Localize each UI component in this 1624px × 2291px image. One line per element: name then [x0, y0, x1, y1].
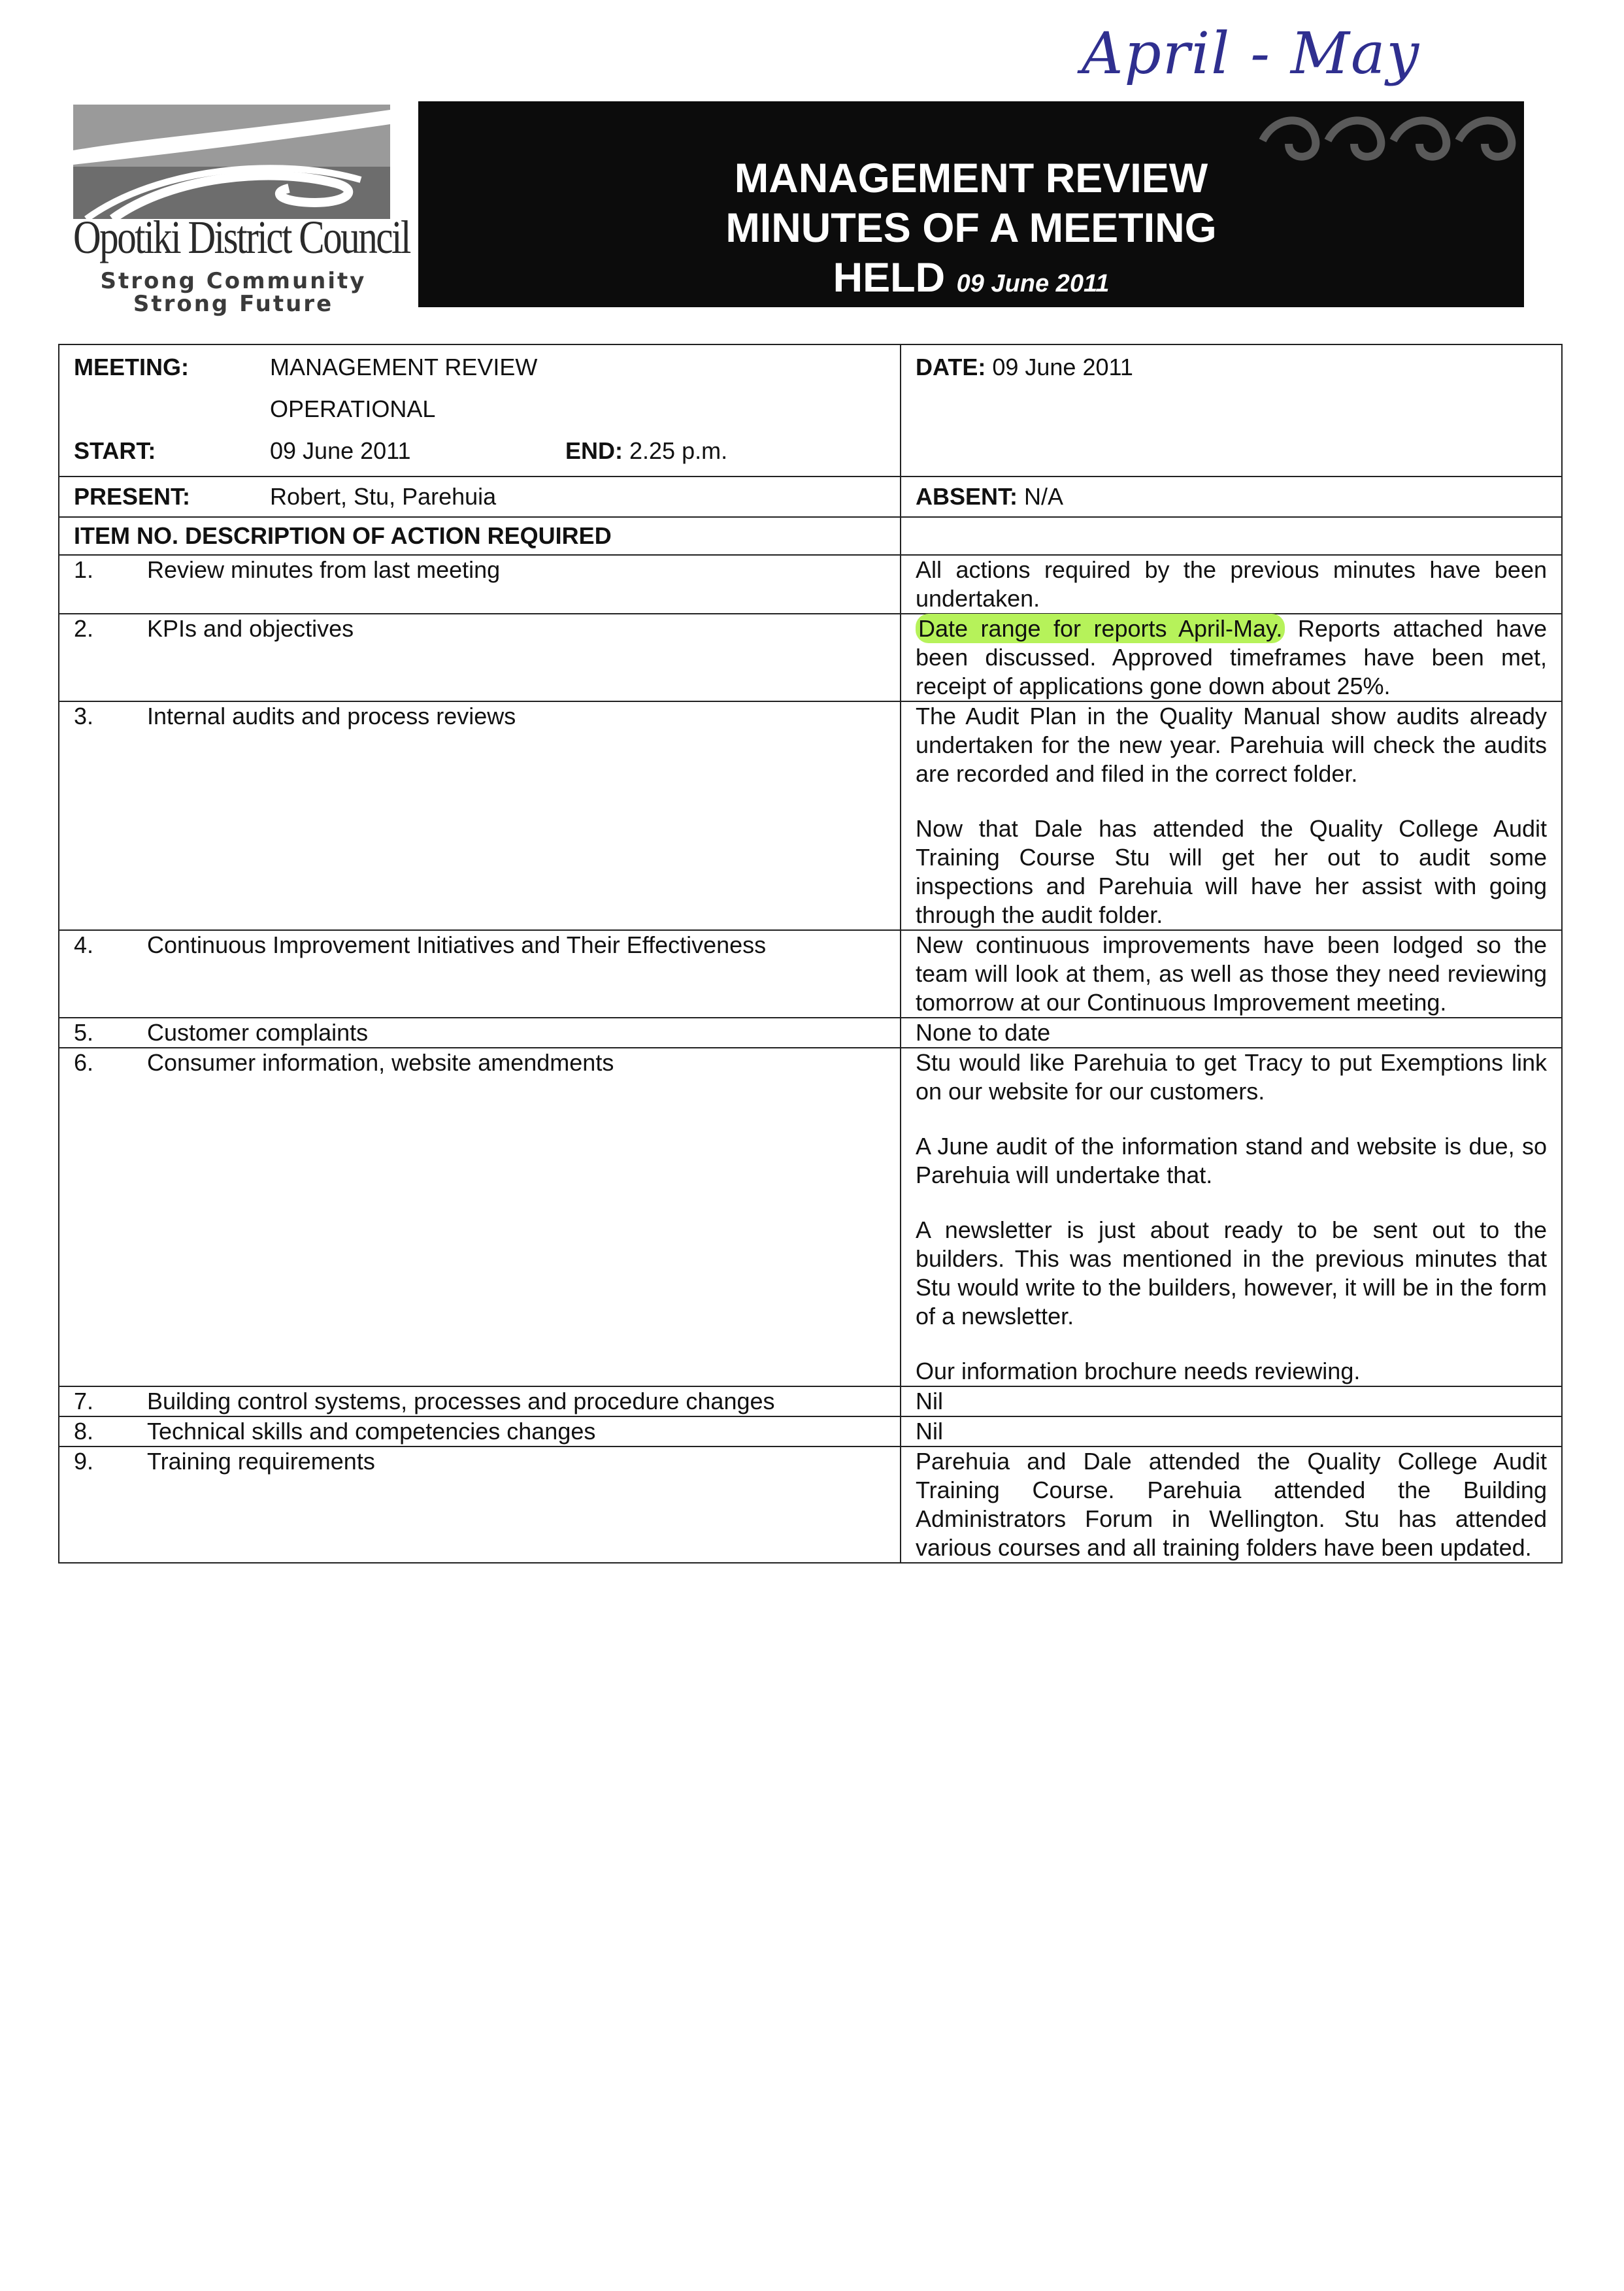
item-row-4 [59, 930, 1562, 1018]
present-value: Robert, Stu, Parehuia [270, 483, 497, 510]
item-response-cell [901, 555, 1562, 614]
item-description: Customer complaints [147, 1019, 369, 1046]
item-response-paragraph [916, 614, 1547, 701]
absent-value: N/A [1024, 483, 1064, 510]
end-field [565, 437, 727, 465]
meeting-details-row [59, 344, 1562, 477]
item-number: 1. [74, 556, 94, 583]
logo-name: Opotiki District Council [73, 211, 410, 263]
highlighted-text: Date range for reports April-May. [916, 614, 1285, 643]
item-response-cell [901, 1386, 1562, 1416]
item-number: 7. [74, 1388, 94, 1414]
item-response-paragraph: A June audit of the information stand and website is due, so Parehuia will undertake that. [916, 1133, 1547, 1188]
item-description-cell [59, 614, 901, 701]
absent-cell [901, 477, 1562, 517]
item-row-8 [59, 1416, 1562, 1447]
item-number: 5. [74, 1019, 94, 1046]
start-value: 09 June 2011 [270, 437, 411, 464]
item-description-cell [59, 555, 901, 614]
item-description: Technical skills and competencies changes [147, 1418, 596, 1445]
title-banner [418, 101, 1524, 307]
item-response-cell [901, 930, 1562, 1018]
item-description-cell [59, 1048, 901, 1386]
item-response-paragraph: Parehuia and Dale attended the Quality College Audit Training Course. Parehuia attended the Building Administrators Forum in Wellington. Stu has attended various courses and all training folders have been updated. [916, 1448, 1547, 1561]
logo-tagline-1: Strong Community [100, 268, 367, 294]
item-response-paragraph: Nil [916, 1388, 943, 1414]
item-description-cell [59, 930, 901, 1018]
item-description: Training requirements [147, 1448, 375, 1475]
item-response-cell [901, 701, 1562, 930]
meeting-label: MEETING: [74, 354, 189, 380]
item-description: Internal audits and process reviews [147, 703, 516, 729]
present-label: PRESENT: [74, 483, 191, 510]
item-row-3 [59, 701, 1562, 930]
item-description: Review minutes from last meeting [147, 556, 501, 583]
item-response-paragraph: None to date [916, 1019, 1051, 1046]
item-row-5 [59, 1018, 1562, 1048]
item-description-cell [59, 1018, 901, 1048]
banner-title-line-1: MANAGEMENT REVIEW [734, 156, 1208, 201]
attendance-row [59, 477, 1562, 517]
banner-title-line-2: MINUTES OF A MEETING [725, 205, 1217, 251]
item-description: KPIs and objectives [147, 615, 354, 642]
item-response-cell [901, 614, 1562, 701]
item-response-paragraph: Our information brochure needs reviewing. [916, 1358, 1361, 1384]
banner-date: 09 June 2011 [956, 270, 1110, 297]
logo-tagline-2: Strong Future [133, 291, 334, 317]
item-number: 2. [74, 615, 94, 642]
handwritten-note: April - May [1082, 20, 1421, 87]
items-heading-blank [901, 517, 1562, 555]
item-description-cell [59, 1416, 901, 1447]
item-response-paragraph: The Audit Plan in the Quality Manual show audits already undertaken for the new year. Parehuia will check the audits are recorded and filed in the correct folder. [916, 703, 1547, 787]
date-label: DATE: [916, 354, 986, 380]
item-row-1 [59, 555, 1562, 614]
banner-title-line-3 [418, 253, 1524, 307]
item-response-paragraph: Stu would like Parehuia to get Tracy to put Exemptions link on our website for our customers. [916, 1049, 1547, 1105]
end-value: 2.25 p.m. [629, 437, 728, 464]
minutes-table [58, 344, 1563, 1564]
item-number: 3. [74, 703, 94, 729]
item-row-9 [59, 1447, 1562, 1563]
item-row-6 [59, 1048, 1562, 1386]
items-heading: ITEM NO. DESCRIPTION OF ACTION REQUIRED [59, 517, 901, 555]
item-description-cell [59, 1447, 901, 1563]
item-row-2 [59, 614, 1562, 701]
item-response-cell [901, 1416, 1562, 1447]
end-label: END: [565, 437, 623, 464]
meeting-value-1: MANAGEMENT REVIEW [270, 354, 538, 380]
item-response-paragraph: Now that Dale has attended the Quality College Audit Training Course Stu will get her out to audit some inspections and Parehuia will have her assist with going through the audit folder. [916, 815, 1547, 928]
date-cell [901, 344, 1562, 477]
item-response-cell [901, 1018, 1562, 1048]
item-description-cell [59, 1386, 901, 1416]
item-response-cell [901, 1048, 1562, 1386]
logo-graphic [73, 105, 390, 219]
meeting-details-cell [59, 344, 901, 477]
item-number: 4. [74, 931, 94, 958]
items-heading-row [59, 517, 1562, 555]
item-number: 6. [74, 1049, 94, 1076]
item-number: 8. [74, 1418, 94, 1445]
item-row-7 [59, 1386, 1562, 1416]
item-description: Continuous Improvement Initiatives and Their Effectiveness [147, 931, 767, 958]
item-response-paragraph: Nil [916, 1418, 943, 1445]
item-description: Building control systems, processes and procedure changes [147, 1388, 775, 1414]
item-response-text: Reports attached have been discussed. Approved timeframes have been met, receipt of applications gone down about 25%. [916, 615, 1547, 699]
item-response-paragraph: A newsletter is just about ready to be sent out to the builders. This was mentioned in the previous minutes that Stu would write to the builders, however, it will be in the form of a newsletter. [916, 1216, 1547, 1329]
council-logo [73, 105, 410, 317]
item-number: 9. [74, 1448, 94, 1475]
present-cell [59, 477, 901, 517]
date-value: 09 June 2011 [992, 354, 1133, 380]
absent-label: ABSENT: [916, 483, 1018, 510]
start-label: START: [74, 437, 156, 464]
item-response-cell [901, 1447, 1562, 1563]
item-response-paragraph: New continuous improvements have been lodged so the team will look at them, as well as those they need reviewing tomorrow at our Continuous Improvement meeting. [916, 931, 1547, 1016]
item-description-cell [59, 701, 901, 930]
item-description: Consumer information, website amendments [147, 1049, 614, 1076]
meeting-value-2: OPERATIONAL [270, 395, 436, 422]
banner-held: HELD [833, 255, 946, 301]
item-response-paragraph: All actions required by the previous minutes have been undertaken. [916, 556, 1547, 612]
